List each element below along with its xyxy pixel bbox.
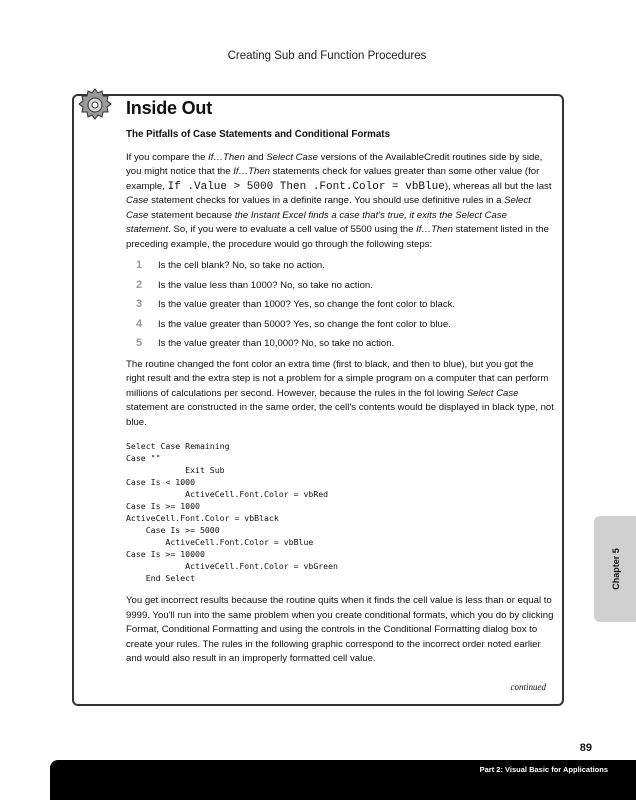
code-line: ActiveCell.Font.Color = vbGreen [126, 561, 338, 571]
code-line: Case "" [126, 453, 161, 463]
step-text: Is the value greater than 10,000? No, so take no action. [158, 338, 395, 349]
step-number: 5 [136, 337, 143, 349]
code-line: Select Case Remaining [126, 441, 230, 451]
steps-list [126, 258, 554, 352]
code-line: Case Is >= 1000 [126, 501, 200, 511]
footer-bar [50, 760, 636, 800]
continued-label: continued [510, 682, 546, 692]
step-text: Is the cell blank? No, so take no action. [158, 260, 325, 271]
step-number: 4 [136, 317, 143, 330]
code-block [126, 440, 554, 584]
paragraph-explanation: The routine changed the font color an extra time (first to black, and then to blue), but you got the right result and the extra step is not a problem for a simple program on a computer that can perform millions of calculations per second. However, because the rules in the fol lowing Select Case statement are constructed in the same order, the cell's contents would be displayed in black type, not blue. [126, 358, 554, 428]
list-item [126, 258, 554, 274]
list-item [126, 297, 554, 313]
sidebar-content [126, 128, 554, 667]
paragraph-conclusion: You get incorrect results because the routine quits when it finds the cell value is less than or equal to 9999. You'll run into the same problem when you create conditional formats, which you do by clicking Format, Conditional Formatting and using the controls in the Conditional Formatting dialog box to create your rules. The rules in the following graphic correspond to the incorrect order noted earlier and would also result in an improperly formatted cell value. [126, 595, 554, 664]
code-line: Exit Sub [126, 465, 225, 475]
inline-code: If .Value > 5000 Then .Font.Color = vbBlue [167, 180, 445, 193]
step-number: 3 [136, 298, 143, 310]
sidebar-subhead: The Pitfalls of Case Statements and Conditional Formats [126, 129, 391, 140]
code-line: Case Is >= 10000 [126, 549, 205, 559]
code-line: Case Is >= 5000 [126, 525, 220, 535]
code-line: ActiveCell.Font.Color = vbRed [126, 489, 329, 499]
step-text: Is the value greater than 1000? Yes, so change the font color to black. [158, 299, 456, 310]
step-number: 1 [136, 259, 143, 271]
code-line: Case Is < 1000 [126, 477, 196, 487]
sidebar-title: Inside Out [126, 98, 213, 118]
step-text: Is the value greater than 5000? Yes, so change the font color to blue. [158, 318, 451, 330]
list-item [126, 336, 554, 352]
chapter-tab-label: Chapter 5 [611, 548, 622, 590]
code-line: ActiveCell.Font.Color = vbBlack [126, 513, 279, 523]
step-text: Is the value less than 1000? No, so take no action. [158, 279, 373, 291]
gear-icon [78, 88, 112, 122]
step-number: 2 [136, 278, 143, 291]
code-line: ActiveCell.Font.Color = vbBlue [126, 537, 314, 547]
list-item [126, 317, 554, 333]
list-item [126, 278, 554, 294]
running-head: Creating Sub and Function Procedures [227, 50, 427, 62]
code-line: End Select [126, 573, 196, 583]
paragraph-intro: If you compare the If…Then and Select Case versions of the AvailableCredit routines side by side, you might notice that the If…Then statements check for values greater than some other value (for example, If .Value > 5000 Then .Font.Color = vbBlue), whereas all but the last Case statement checks for values in a definite range. You should use definitive rules in a Select Case statement because the Instant Excel finds a case that's true, it exits the Select Case statement. So, if you were to evaluate a cell value of 5500 using the If…Then statement listed in the preceding example, the procedure would go through the following steps: [126, 151, 552, 250]
part-label: Part 2: Visual Basic for Applications [479, 765, 608, 774]
page-number: 89 [579, 742, 592, 754]
